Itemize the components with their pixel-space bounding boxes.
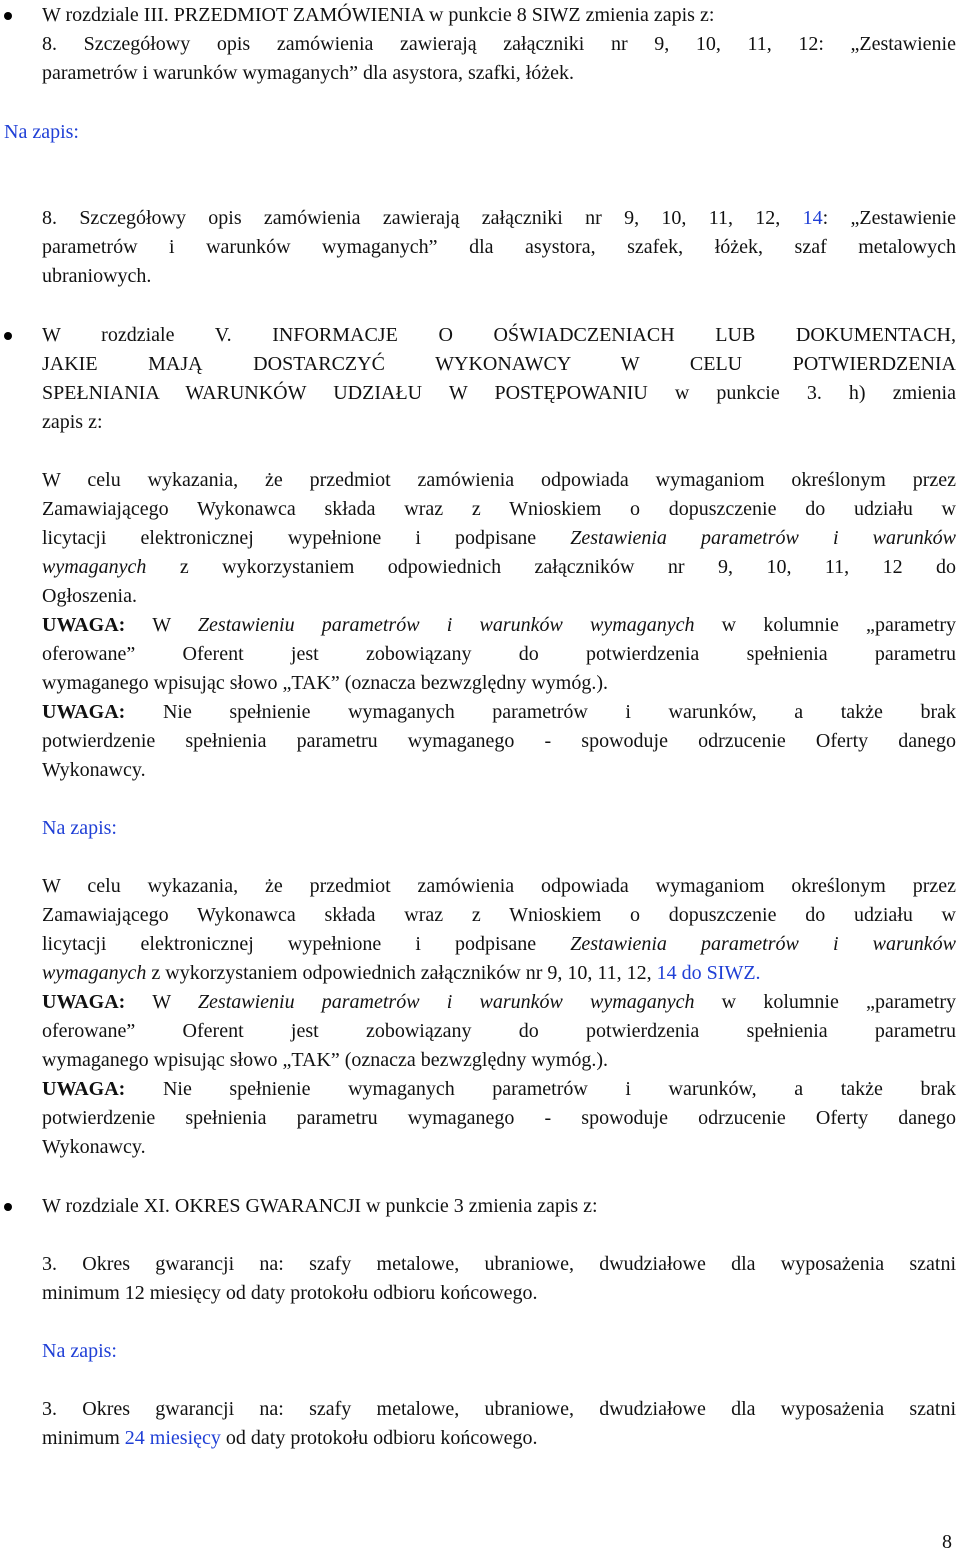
text-line: wymaganego wpisując słowo „TAK” (oznacza bezwzględny wymóg.).	[42, 672, 608, 694]
text-fragment: Zestawieniu parametrów i warunków wymaganych	[197, 991, 695, 1013]
text-line: 3. Okres gwarancji na: szafy metalowe, ubraniowe, dwudziałowe dla wyposażenia szatni	[42, 1253, 956, 1275]
text-fragment: Nie spełnienie wymaganych parametrów i warunków, a także brak	[162, 701, 957, 723]
page-number: 8	[942, 1531, 952, 1553]
text-line: Na zapis:	[4, 121, 79, 143]
text-line: W celu wykazania, że przedmiot zamówienia odpowiada wymaganiom określonym przez	[42, 875, 956, 897]
text-line: ubraniowych.	[42, 265, 152, 287]
text-line: potwierdzenie spełnienia parametru wymaganego - spowoduje odrzucenie Oferty danego	[42, 730, 956, 752]
text-line: oferowane” Oferent jest zobowiązany do potwierdzenia spełnienia parametru	[42, 643, 956, 665]
text-fragment: wymaganych	[42, 556, 147, 578]
text-line: potwierdzenie spełnienia parametru wymaganego - spowoduje odrzucenie Oferty danego	[42, 1107, 956, 1129]
text-fragment: W	[152, 991, 171, 1013]
text-line: minimum 12 miesięcy od daty protokołu odbioru końcowego.	[42, 1282, 538, 1304]
text-line	[42, 611, 956, 640]
text-fragment: Zestawieniu parametrów i warunków wymaganych	[197, 614, 695, 636]
text-fragment: w kolumnie „parametry	[721, 991, 957, 1013]
text-fragment: licytacji elektronicznej wypełnione i podpisane	[42, 527, 537, 549]
text-line: 8. Szczegółowy opis zamówienia zawierają załączniki nr 9, 10, 11, 12: „Zestawienie	[42, 33, 956, 55]
text-line: W celu wykazania, że przedmiot zamówienia odpowiada wymaganiom określonym przez	[42, 469, 956, 491]
text-fragment: UWAGA:	[42, 614, 126, 636]
text-line	[42, 1075, 956, 1104]
text-fragment: 14	[802, 207, 823, 229]
text-line: parametrów i warunków wymaganych” dla asystora, szafek, łóżek, szaf metalowych	[42, 236, 956, 258]
text-line: Zamawiającego Wykonawca składa wraz z Wnioskiem o dopuszczenie do udziału w	[42, 498, 956, 520]
text-fragment: W	[152, 614, 171, 636]
text-fragment: Zestawienia parametrów i warunków	[570, 933, 956, 955]
text-fragment: w kolumnie „parametry	[721, 614, 957, 636]
bullet-icon	[4, 332, 12, 340]
section-1-heading	[42, 1, 956, 30]
bullet-icon	[4, 1203, 12, 1211]
text-line	[42, 930, 956, 959]
text-fragment: od daty protokołu odbioru końcowego.	[225, 1427, 538, 1449]
text-line: wymaganego wpisując słowo „TAK” (oznacza bezwzględny wymóg.).	[42, 1049, 608, 1071]
text-fragment: 8. Szczegółowy opis zamówienia zawierają załączniki nr 9, 10, 11, 12,	[42, 207, 781, 229]
text-line: zapis z:	[42, 411, 103, 433]
text-fragment: minimum	[42, 1427, 120, 1449]
text-fragment: z wykorzystaniem odpowiednich załączników nr 9, 10, 11, 12 do	[179, 556, 957, 578]
text-line	[42, 698, 956, 727]
text-line: W rozdziale V. INFORMACJE O OŚWIADCZENIACH LUB DOKUMENTACH,	[42, 324, 956, 346]
text-line: Wykonawcy.	[42, 759, 146, 781]
text-fragment: 24 miesięcy	[124, 1427, 221, 1449]
section-1-old-text	[42, 30, 956, 88]
text-line: W rozdziale XI. OKRES GWARANCJI w punkcie 3 zmienia zapis z:	[42, 1195, 598, 1217]
na-zapis-label	[4, 118, 79, 147]
text-fragment: wymaganych	[42, 962, 147, 984]
text-line: Zamawiającego Wykonawca składa wraz z Wnioskiem o dopuszczenie do udziału w	[42, 904, 956, 926]
text-line	[42, 988, 956, 1017]
text-line	[42, 204, 956, 233]
section-2-old-text	[42, 466, 956, 785]
text-fragment: Zestawienia parametrów i warunków	[570, 527, 956, 549]
text-fragment: z wykorzystaniem odpowiednich załączników nr 9, 10, 11, 12,	[151, 962, 652, 984]
na-zapis-label	[42, 1337, 117, 1366]
text-line: Wykonawcy.	[42, 1136, 146, 1158]
section-2-heading	[42, 321, 956, 437]
section-1-new-text	[42, 204, 956, 291]
text-fragment: UWAGA:	[42, 1078, 126, 1100]
text-fragment: UWAGA:	[42, 701, 126, 723]
section-3-new-text	[42, 1395, 956, 1453]
text-line: parametrów i warunków wymaganych” dla asystora, szafki, łóżek.	[42, 62, 575, 84]
text-line: oferowane” Oferent jest zobowiązany do potwierdzenia spełnienia parametru	[42, 1020, 956, 1042]
text-line: W rozdziale III. PRZEDMIOT ZAMÓWIENIA w punkcie 8 SIWZ zmienia zapis z:	[42, 4, 715, 26]
text-fragment: licytacji elektronicznej wypełnione i podpisane	[42, 933, 537, 955]
text-fragment: Nie spełnienie wymaganych parametrów i warunków, a także brak	[162, 1078, 957, 1100]
text-line	[42, 524, 956, 553]
na-zapis-label	[42, 814, 117, 843]
text-line: Na zapis:	[42, 1340, 117, 1362]
text-line	[42, 1424, 956, 1453]
section-2-new-text	[42, 872, 956, 1162]
section-3-old-text	[42, 1250, 956, 1308]
text-fragment: UWAGA:	[42, 991, 126, 1013]
text-line: Ogłoszenia.	[42, 585, 137, 607]
text-line: SPEŁNIANIA WARUNKÓW UDZIAŁU W POSTĘPOWANIU w punkcie 3. h) zmienia	[42, 382, 956, 404]
text-line	[42, 959, 956, 988]
bullet-icon	[4, 12, 12, 20]
text-line: Na zapis:	[42, 817, 117, 839]
text-line	[42, 553, 956, 582]
section-3-heading	[42, 1192, 956, 1221]
text-line: JAKIE MAJĄ DOSTARCZYĆ WYKONAWCY W CELU POTWIERDZENIA	[42, 353, 956, 375]
text-fragment: : „Zestawienie	[822, 207, 957, 229]
text-line: 3. Okres gwarancji na: szafy metalowe, ubraniowe, dwudziałowe dla wyposażenia szatni	[42, 1398, 956, 1420]
text-fragment: 14 do SIWZ.	[656, 962, 761, 984]
